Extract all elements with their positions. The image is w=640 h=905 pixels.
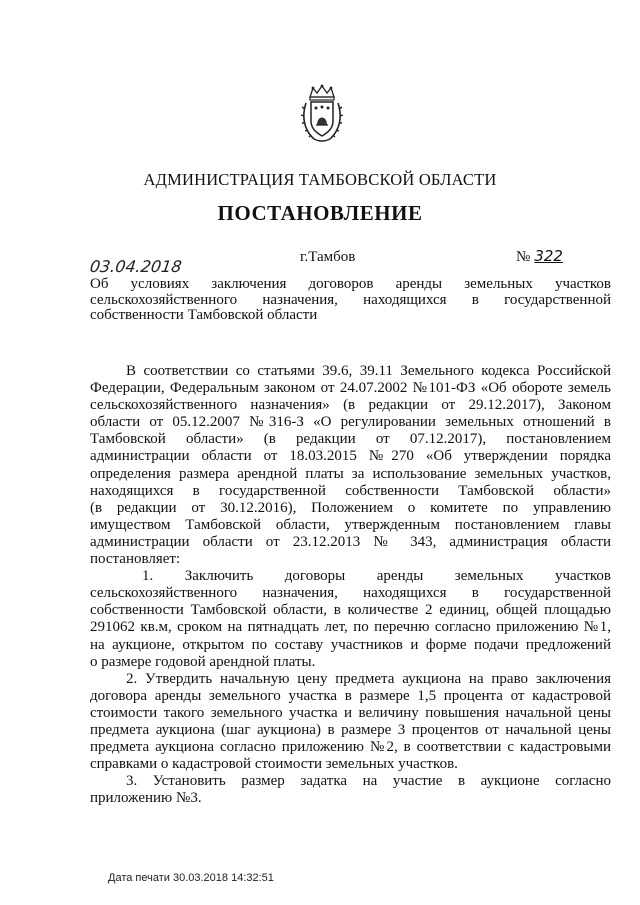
text-line: собственности Тамбовской области, в количестве 2 единиц, общей площадью (90, 602, 611, 619)
text-line: имуществом Тамбовской области, утвержденным постановлением главы (90, 516, 611, 533)
text-line: 2. Утвердить начальную цену предмета аукциона на право заключения (126, 670, 611, 687)
text-line: сельскохозяйственного назначения» (в редакции от 29.12.2017), Законом (90, 397, 611, 414)
text-line: о размере годовой арендной платы. (90, 653, 316, 670)
text-line: 3. Установить размер задатка на участие в аукционе согласно (126, 773, 611, 790)
preamble-paragraph (90, 363, 611, 568)
text-line: справками о кадастровой стоимости земельных участков. (90, 756, 458, 773)
text-line: сельскохозяйственного назначения, находящихся в государственной (90, 585, 611, 602)
document-subject (90, 277, 611, 324)
tambov-coat-of-arms-icon (300, 83, 344, 145)
text-line: предмета аукциона согласно приложению №2, в соответствии с кадастровыми (90, 739, 611, 756)
number-label: № (516, 249, 531, 265)
subject-line: Об условиях заключения договоров аренды земельных участков (90, 276, 611, 292)
item-1-paragraph (90, 568, 611, 671)
text-line: Федерации, Федеральным законом от 24.07.2002 №101-ФЗ «Об обороте земель (90, 380, 611, 397)
print-date-footer: Дата печати 30.03.2018 14:32:51 (108, 872, 274, 884)
subject-line: собственности Тамбовской области (90, 307, 318, 323)
text-line: на аукционе, открытом по составу участников и форме подачи предложений (90, 636, 611, 653)
document-number (516, 247, 563, 266)
text-line: предмета аукциона (шаг аукциона) в размере 3 процентов от начальной цены (90, 721, 611, 738)
text-line: находящихся в государственной собственности Тамбовской области» (90, 482, 611, 499)
subject-line: сельскохозяйственного назначения, находящихся в государственной (90, 291, 611, 308)
text-line: (в редакции от 30.12.2016), Положением о комитете по управлению (90, 499, 611, 516)
handwritten-number: 322 (534, 247, 563, 265)
text-line: области от 05.12.2007 №316-З «О регулировании земельных отношений в (90, 414, 611, 431)
handwritten-date: 03.04.2018 (88, 257, 183, 276)
city-name: г.Тамбов (300, 249, 356, 265)
item-2-paragraph (90, 671, 611, 774)
document-body (90, 363, 611, 807)
item-3-paragraph (90, 773, 611, 807)
text-line: 291062 кв.м, сроком на пятнадцать лет, по перечню согласно приложению №1, (90, 619, 611, 636)
text-line: администрации области от 23.12.2013 № 343, администрация области (90, 533, 611, 550)
text-line: Тамбовской области» (в редакции от 07.12.2017), постановлением (90, 431, 611, 448)
text-line: договора аренды земельного участка в размере 1,5 процента от кадастровой (90, 687, 611, 704)
text-line: определения размера арендной платы за использование земельных участков, (90, 465, 611, 482)
document-type-title: ПОСТАНОВЛЕНИЕ (217, 201, 423, 225)
text-line: стоимости такого земельного участка и величину повышения начальной цены (90, 704, 611, 721)
text-line: постановляет: (90, 551, 181, 568)
text-line: 1. Заключить договоры аренды земельных участков (142, 568, 611, 585)
text-line: администрации области от 18.03.2015 №270 «Об утверждении порядка (90, 448, 611, 465)
organization-name: АДМИНИСТРАЦИЯ ТАМБОВСКОЙ ОБЛАСТИ (143, 170, 497, 189)
text-line: приложению №3. (90, 790, 202, 807)
text-line: В соответствии со статьями 39.6, 39.11 Земельного кодекса Российской (126, 363, 611, 379)
